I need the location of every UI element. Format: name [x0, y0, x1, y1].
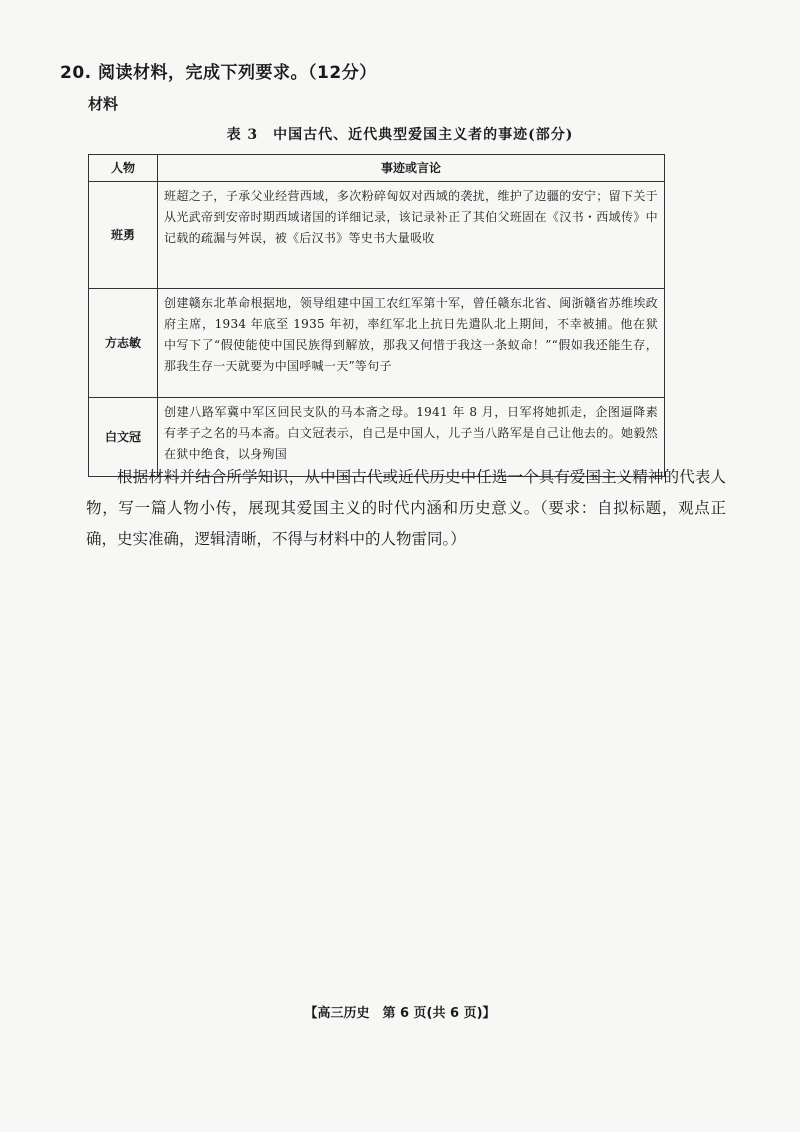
person-deeds: 创建赣东北革命根据地，领导组建中国工农红军第十军，曾任赣东北省、闽浙赣省苏维埃政府主席，1934 年底至 1935 年初，率红军北上抗日先遣队北上期间，不幸被捕。他在狱中写下了“假使能使中国民族得到解放，那我又何惜于我这一条蚁命！”“假如我还能生存，那我生存一天就要为中国呼喊一天”等句子	[158, 289, 665, 398]
question-header: 20. 阅读材料，完成下列要求。（12分）	[60, 63, 377, 83]
person-name: 白文冠	[89, 398, 158, 477]
person-deeds: 创建八路军冀中军区回民支队的马本斋之母。1941 年 8 月，日军将她抓走，企图逼降素有孝子之名的马本斋。白文冠表示，自己是中国人，儿子当八路军是自己让他去的。她毅然在狱中绝食，以身殉国	[158, 398, 665, 477]
table-row	[89, 289, 665, 398]
patriots-table	[88, 154, 665, 477]
table-row	[89, 182, 665, 289]
table-header-row	[89, 155, 665, 182]
header-deeds: 事迹或言论	[158, 155, 665, 182]
person-name: 班勇	[89, 182, 158, 289]
table-caption: 表 3 中国古代、近代典型爱国主义者的事迹(部分)	[226, 127, 574, 143]
task-instructions: 根据材料并结合所学知识，从中国古代或近代历史中任选一个具有爱国主义精神的代表人物，写一篇人物小传，展现其爱国主义的时代内涵和历史意义。（要求：自拟标题，观点正确，史实准确，逻辑清晰，不得与材料中的人物雷同。）	[86, 468, 726, 548]
material-label: 材料	[88, 95, 119, 113]
header-person: 人物	[89, 155, 158, 182]
person-name: 方志敏	[89, 289, 158, 398]
person-deeds: 班超之子，子承父业经营西域，多次粉碎匈奴对西域的袭扰，维护了边疆的安宁；留下关于从光武帝到安帝时期西域诸国的详细记录，该记录补正了其伯父班固在《汉书・西域传》中记载的疏漏与舛误，被《后汉书》等史书大量吸收	[158, 182, 665, 289]
page-footer: 【高三历史 第 6 页(共 6 页)】	[304, 1006, 496, 1021]
